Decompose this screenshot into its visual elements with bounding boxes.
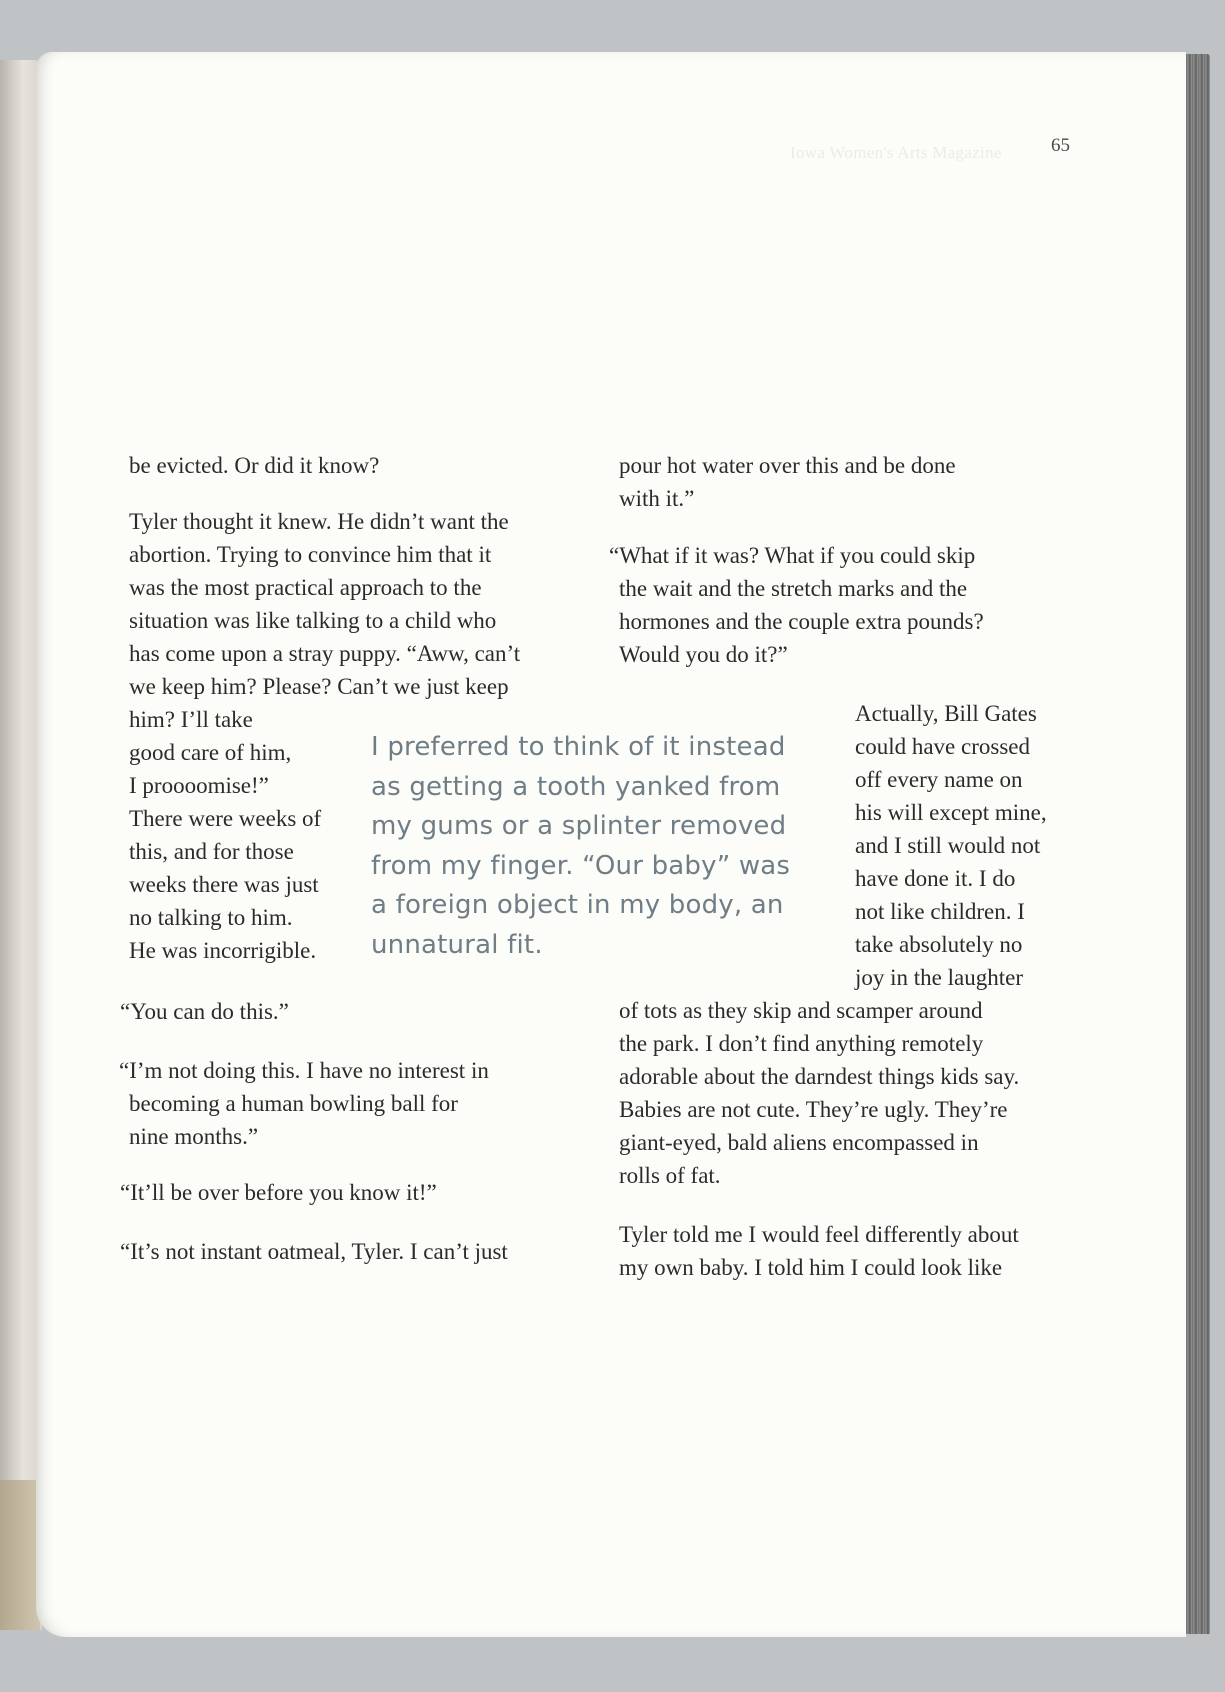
- text-line: was the most practical approach to the: [129, 575, 482, 600]
- text-line: weeks there was just: [129, 872, 319, 897]
- text-line: with it.”: [619, 486, 695, 511]
- text-line: “It’s not instant oatmeal, Tyler. I can’t just: [120, 1239, 508, 1264]
- text-line: the wait and the stretch marks and the: [619, 576, 968, 601]
- text-line: Tyler told me I would feel differently about: [619, 1222, 1019, 1247]
- text-line: unnatural fit.: [371, 929, 543, 960]
- text-line: hormones and the couple extra pounds?: [619, 609, 984, 634]
- text-line: situation was like talking to a child who: [129, 608, 497, 633]
- text-line: abortion. Trying to convince him that it: [129, 542, 492, 567]
- text-line: Babies are not cute. They’re ugly. They’re: [619, 1097, 1008, 1122]
- text-line: There were weeks of: [129, 806, 322, 831]
- text-line: nine months.”: [129, 1124, 259, 1149]
- text-line: be evicted. Or did it know?: [129, 453, 380, 478]
- text-line: Tyler thought it knew. He didn’t want the: [129, 509, 509, 534]
- right-paragraph-1: [619, 449, 956, 515]
- text-line: “I’m not doing this. I have no interest in: [119, 1058, 489, 1083]
- text-line: not like children. I: [855, 899, 1025, 924]
- text-line: take absolutely no: [855, 932, 1023, 957]
- text-line: I proooomise!”: [129, 773, 269, 798]
- text-line: we keep him? Please? Can’t we just keep: [129, 674, 509, 699]
- text-line: his will except mine,: [855, 800, 1047, 825]
- left-paragraph-1: [129, 449, 379, 482]
- left-paragraph-3: [120, 995, 289, 1028]
- text-line: Actually, Bill Gates: [855, 701, 1037, 726]
- right-paragraph-3-wide: [619, 994, 1019, 1192]
- text-line: rolls of fat.: [619, 1163, 721, 1188]
- book-spine-shadow: [0, 1480, 40, 1630]
- text-line: Would you do it?”: [619, 642, 788, 667]
- text-line: adorable about the darndest things kids say.: [619, 1064, 1020, 1089]
- text-line: the park. I don’t find anything remotely: [619, 1031, 984, 1056]
- text-line: giant-eyed, bald aliens encompassed in: [619, 1130, 979, 1155]
- text-line: joy in the laughter: [855, 965, 1023, 990]
- text-line: my own baby. I told him I could look like: [619, 1255, 1003, 1280]
- text-line: could have crossed: [855, 734, 1030, 759]
- text-line: as getting a tooth yanked from: [371, 771, 781, 802]
- text-line: from my finger. “Our baby” was: [371, 850, 791, 881]
- text-line: have done it. I do: [855, 866, 1016, 891]
- text-line: becoming a human bowling ball for: [129, 1091, 458, 1116]
- text-line: off every name on: [855, 767, 1023, 792]
- text-line: and I still would not: [855, 833, 1041, 858]
- text-line: I preferred to think of it instead: [371, 732, 786, 762]
- running-header-bleedthrough: Iowa Women's Arts Magazine: [790, 143, 1002, 162]
- text-line: has come upon a stray puppy. “Aww, can’t: [129, 641, 521, 666]
- left-paragraph-5: [120, 1176, 437, 1209]
- left-paragraph-6: [120, 1235, 508, 1268]
- text-line: my gums or a splinter removed: [371, 811, 787, 841]
- text-line: him? I’ll take: [129, 707, 253, 732]
- right-paragraph-3-narrow: [855, 697, 1047, 994]
- text-line: a foreign object in my body, an: [371, 890, 784, 920]
- text-line: good care of him,: [129, 740, 292, 765]
- text-line: “It’ll be over before you know it!”: [120, 1180, 437, 1205]
- text-line: “What if it was? What if you could skip: [609, 543, 976, 568]
- pull-quote: [371, 728, 831, 965]
- left-paragraph-4: [119, 1054, 489, 1153]
- text-line: pour hot water over this and be done: [619, 453, 956, 478]
- text-line: “You can do this.”: [120, 999, 289, 1024]
- text-line: He was incorrigible.: [129, 938, 317, 963]
- text-line: no talking to him.: [129, 905, 293, 930]
- text-line: of tots as they skip and scamper around: [619, 998, 983, 1023]
- right-paragraph-2: [609, 539, 984, 671]
- text-line: this, and for those: [129, 839, 294, 864]
- right-paragraph-4: [619, 1218, 1019, 1284]
- page-number: 65: [1051, 135, 1070, 156]
- page-stack-edge: [1186, 54, 1210, 1634]
